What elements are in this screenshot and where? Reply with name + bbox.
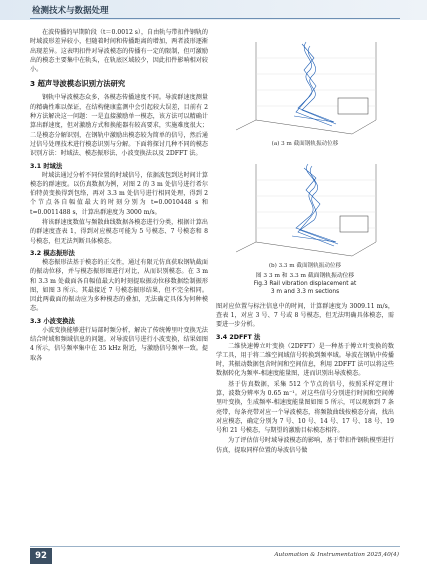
left-column [30, 28, 208, 364]
figure-3-caption-en-1: Fig.3 Rail vibration displacement at [253, 281, 357, 288]
section-3-2-heading: 3.2 模态振形法 [30, 249, 75, 257]
paragraph-after-figure-3: 图对应位置与标注信息中的时间，计算群速度为 3009.11 m/s，查表 1，对应 3 号、7 号或 8 号模态，但无法明确具体模态，需要进一步分析。 [216, 302, 394, 329]
section-3-1-paragraph: 时域法通过分析不同位置的时域信号，依据波包到达时间计算模态的群速度。以仿真数据为例，对图 2 的 3 m 处信号进行希尔伯特黄变换得到包络，再对 3.3 m 处信号进行相同处理，得到 2 个节点各自幅值最大的时刻分别为 t=0.0010448 s 和 t=0.0011488 s，计算出群速度为 3000 m/s。 [30, 171, 208, 216]
figure-3-caption-en-2: 3 m and 3.3 m sections [270, 289, 340, 296]
figure-3 [216, 28, 394, 297]
section-3-4-paragraph-2: 基于仿真数据，采集 512 个节点的信号，按照采样定理计算，波数分辨率为 0.65 m⁻¹。对这些信号分别进行时间和空间傅里叶变换，生成频率-相速度能量图如图 5 所示，可以观察到 7 条亮带，每条亮带对应一个导波模态，将频散曲线按模态分离，找出对应模态，确定分别为 7 号、10 号、14 号、17 号、18 号、19 号和 21 号模态，与期望的激励目标模态相符。 [216, 380, 394, 435]
section-3-paragraph: 钢轨中导波模态众多，各模态传播速度不同。导波群速度测量的精确性难以保证，在结构健康监测中会引起较大误差，目前有 2 种方法解决这一问题：一是直接激励单一模态，该方法可以精确计算出群速度，但对激励方式和换能器有较高要求，实施难度很大；二是模态分解识别，在钢轨中激励出模态较为简单的信号，然后通过信号处理技术进行模态识别与分解。下面将探讨几种不同的模态识别方法：时域法、模态振形法、小波变换法以及 2DFFT 法。 [30, 94, 208, 158]
section-3-3-paragraph: 小波变换能够进行局部时频分析，解决了传统傅里叶变换无法结合时域和频域信息的问题。对导波信号进行小波变换，结果如图 4 所示，信号频率集中在 35 kHz 附近，与激励信号频率一致。提取各 [30, 326, 208, 362]
section-3-heading: 3 超声导波模态识别方法研究 [30, 79, 126, 89]
figure-3a-subcaption: (a) 3 m 截面钢轨振动位移 [271, 141, 339, 147]
intro-paragraph: 在波传播的早期阶段（t＝0.0012 s），自由轨与带扣件钢轨的时域波形差异较小，但随着时间和传播距离的增加，两者波形逐渐出现差异。这表明扣件对导波模态的传播有一定的限制，但可激励出的模态主要集中在轨头，在轨底区域较少，因此扣件影响相对较小。 [30, 29, 208, 74]
section-3-4-paragraph: 二维快速傅立叶变换（2DFFT）是一种基于傅立叶变换的数学工具，用于将二维空间域信号转换到频率域。导波在钢轨中传播时，其振动数据包含时间和空间信息，利用 2DFFT 法可以将这些数据转化为频率-相速度能量图，进而识别出导波模态。 [216, 342, 394, 378]
section-3-1-heading: 3.1 时域法 [30, 162, 63, 170]
footer-rule [30, 546, 400, 547]
header-rule [30, 18, 400, 19]
section-3-1-paragraph-2: 将该群速度数值与频散曲线数据各模态进行分类，根据计算出的群速度查表 1，得到对应模态可能为 5 号模态、7 号模态和 8 号模态，但无法判断具体模态。 [30, 219, 208, 245]
figure-3b-plot [216, 150, 394, 262]
running-title: 检测技术与数据处理 [32, 6, 109, 16]
figure-3b-subcaption: (b) 3.3 m 截面钢轨振动位移 [268, 263, 342, 269]
figure-3a-plot [216, 28, 394, 140]
section-3-3-heading: 3.3 小波变换法 [30, 317, 75, 325]
last-paragraph: 为了评估信号时域导波模态的影响，基于带扣件钢轨模型进行仿真，提取同样位置的导波信号做 [216, 437, 394, 454]
page-number: 92 [30, 548, 52, 564]
section-3-2-paragraph: 模态振形法基于模态的正交性，通过有限元仿真获取钢轨截面的振动位移，并与模态振形图进行对比，从而识别模态。在 3 m 和 3.3 m 处截面各自幅值最大的时刻提取振动位移数据绘制振形图，如图 3 所示。其最接近 7 号模态振形结果，但不完全相同。因此两截面的振动应为多种模态的叠加，无法确定具体为何种模态。 [30, 258, 208, 313]
figure-3-caption-zh: 图 3 3 m 和 3.3 m 截面钢轨振动位移 [255, 273, 355, 279]
journal-info: Automation & Instrumentation 2025,40(4) [274, 552, 399, 558]
section-3-4-heading: 3.4 2DFFT 法 [216, 333, 261, 341]
figure-3-caption [216, 272, 394, 297]
right-column [216, 28, 394, 456]
